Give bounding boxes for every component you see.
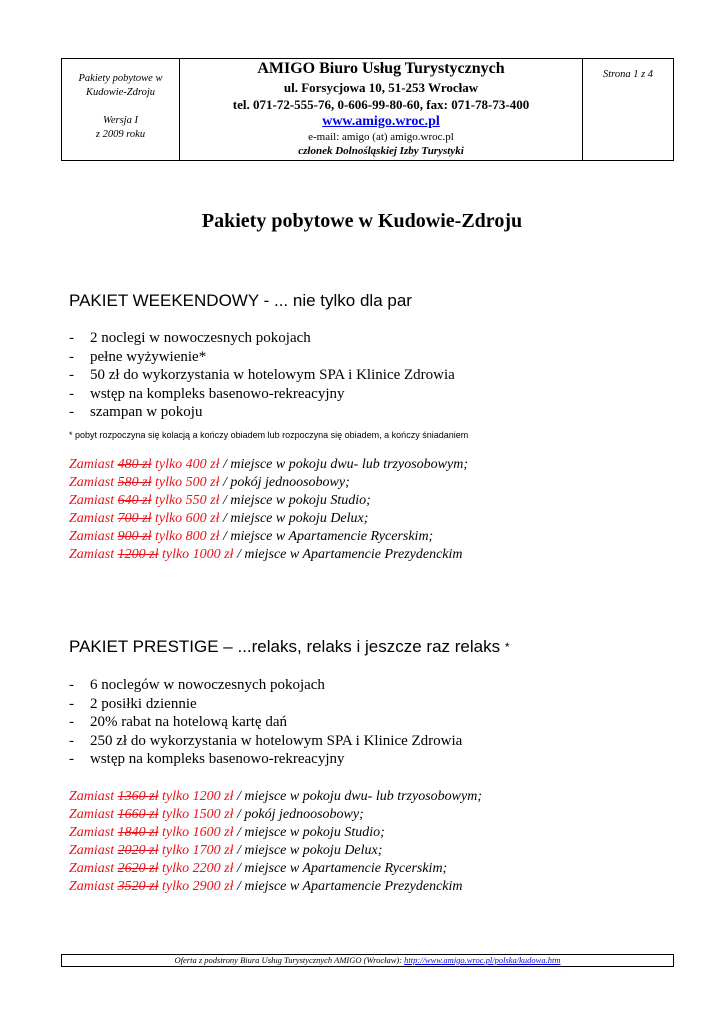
list-item: - 2 noclegi w nowoczesnych pokojach [69, 329, 689, 348]
weekend-items [69, 329, 689, 422]
page-footer [61, 954, 674, 967]
header-doc-title-1: Pakiety pobytowe w [78, 73, 163, 84]
header-year: z 2009 roku [95, 129, 146, 140]
price-row: Zamiast 1200 zł tylko 1000 zł / miejsce w Apartamencie Prezydenckim [69, 546, 463, 562]
price-row: Zamiast 480 zł tylko 400 zł / miejsce w pokoju dwu- lub trzyosobowym; [69, 456, 468, 472]
header-version: Wersja I [103, 115, 138, 126]
list-item: - wstęp na kompleks basenowo-rekreacyjny [69, 750, 689, 769]
list-item: - 250 zł do wykorzystania w hotelowym SPA i Klinice Zdrowia [69, 732, 689, 751]
company-website-link[interactable]: www.amigo.wroc.pl [322, 114, 440, 129]
old-price: 2020 zł [117, 842, 159, 858]
footer-text: Oferta z podstrony Biura Usług Turystycznych AMIGO (Wrocław): [174, 955, 405, 965]
new-price: tylko 600 zł [154, 510, 220, 526]
price-row: Zamiast 1660 zł tylko 1500 zł / pokój jednoosobowy; [69, 806, 364, 822]
weekend-footnote: * pobyt rozpoczyna się kolacją a kończy obiadem lub rozpoczyna się obiadem, a kończy śniadaniem [69, 429, 469, 440]
new-price: tylko 1600 zł [161, 824, 234, 840]
company-address: ul. Forsycjowa 10, 51-253 Wrocław [283, 80, 479, 95]
new-price: tylko 1700 zł [161, 842, 234, 858]
prestige-items [69, 676, 689, 769]
old-price: 1660 zł [117, 806, 159, 822]
old-price: 1840 zł [117, 824, 159, 840]
old-price: 1360 zł [117, 788, 159, 804]
price-row: Zamiast 900 zł tylko 800 zł / miejsce w Apartamencie Rycerskim; [69, 528, 434, 544]
company-membership: członek Dolnośląskiej Izby Turystyki [298, 145, 464, 157]
list-item: - 50 zł do wykorzystania w hotelowym SPA i Klinice Zdrowia [69, 366, 689, 385]
document-header [61, 58, 674, 161]
prestige-package [69, 636, 689, 896]
price-row: Zamiast 3520 zł tylko 2900 zł / miejsce w Apartamencie Prezydenckim [69, 878, 463, 894]
new-price: tylko 1000 zł [161, 546, 234, 562]
new-price: tylko 1500 zł [161, 806, 234, 822]
list-item: - szampan w pokoju [69, 403, 689, 422]
new-price: tylko 2200 zł [161, 860, 234, 876]
list-item: - 2 posiłki dziennie [69, 695, 689, 714]
list-item: - 20% rabat na hotelową kartę dań [69, 713, 689, 732]
company-phones: tel. 071-72-555-76, 0-606-99-80-60, fax: 071-78-73-400 [232, 97, 530, 112]
old-price: 700 zł [117, 510, 152, 526]
price-row: Zamiast 2620 zł tylko 2200 zł / miejsce w Apartamencie Rycerskim; [69, 860, 448, 876]
price-row: Zamiast 580 zł tylko 500 zł / pokój jednoosobowy; [69, 474, 350, 490]
header-company-info [180, 59, 582, 160]
old-price: 480 zł [117, 456, 152, 472]
list-item: - 6 noclegów w nowoczesnych pokojach [69, 676, 689, 695]
new-price: tylko 1200 zł [161, 788, 234, 804]
price-row: Zamiast 1840 zł tylko 1600 zł / miejsce w pokoju Studio; [69, 824, 385, 840]
header-doc-title-2: Kudowie-Zdroju [85, 87, 156, 98]
price-row: Zamiast 640 zł tylko 550 zł / miejsce w pokoju Studio; [69, 492, 371, 508]
list-item: - wstęp na kompleks basenowo-rekreacyjny [69, 385, 689, 404]
new-price: tylko 500 zł [154, 474, 220, 490]
header-doc-info [62, 59, 180, 160]
page-number: Strona 1 z 4 [582, 59, 673, 160]
old-price: 3520 zł [117, 878, 159, 894]
footer-source-link[interactable]: http://www.amigo.wroc.pl/polska/kudowa.htm [404, 955, 561, 965]
price-row: Zamiast 1360 zł tylko 1200 zł / miejsce w pokoju dwu- lub trzyosobowym; [69, 788, 482, 804]
prestige-heading: PAKIET PRESTIGE – ...relaks, relaks i jeszcze raz relaks * [69, 637, 510, 656]
price-row: Zamiast 2020 zł tylko 1700 zł / miejsce w pokoju Delux; [69, 842, 383, 858]
company-name: AMIGO Biuro Usług Turystycznych [257, 60, 505, 77]
weekend-heading: PAKIET WEEKENDOWY - ... nie tylko dla par [69, 291, 412, 310]
old-price: 900 zł [117, 528, 152, 544]
company-email: e-mail: amigo (at) amigo.wroc.pl [308, 131, 454, 143]
new-price: tylko 2900 zł [161, 878, 234, 894]
weekend-package [69, 290, 689, 564]
old-price: 2620 zł [117, 860, 159, 876]
prestige-price-list [69, 788, 689, 896]
weekend-price-list [69, 456, 689, 564]
new-price: tylko 550 zł [154, 492, 220, 508]
price-row: Zamiast 700 zł tylko 600 zł / miejsce w pokoju Delux; [69, 510, 369, 526]
page-title: Pakiety pobytowe w Kudowie-Zdroju [201, 210, 523, 232]
old-price: 580 zł [117, 474, 152, 490]
new-price: tylko 400 zł [154, 456, 220, 472]
new-price: tylko 800 zł [154, 528, 220, 544]
old-price: 1200 zł [117, 546, 159, 562]
old-price: 640 zł [117, 492, 152, 508]
list-item: - pełne wyżywienie* [69, 348, 689, 367]
